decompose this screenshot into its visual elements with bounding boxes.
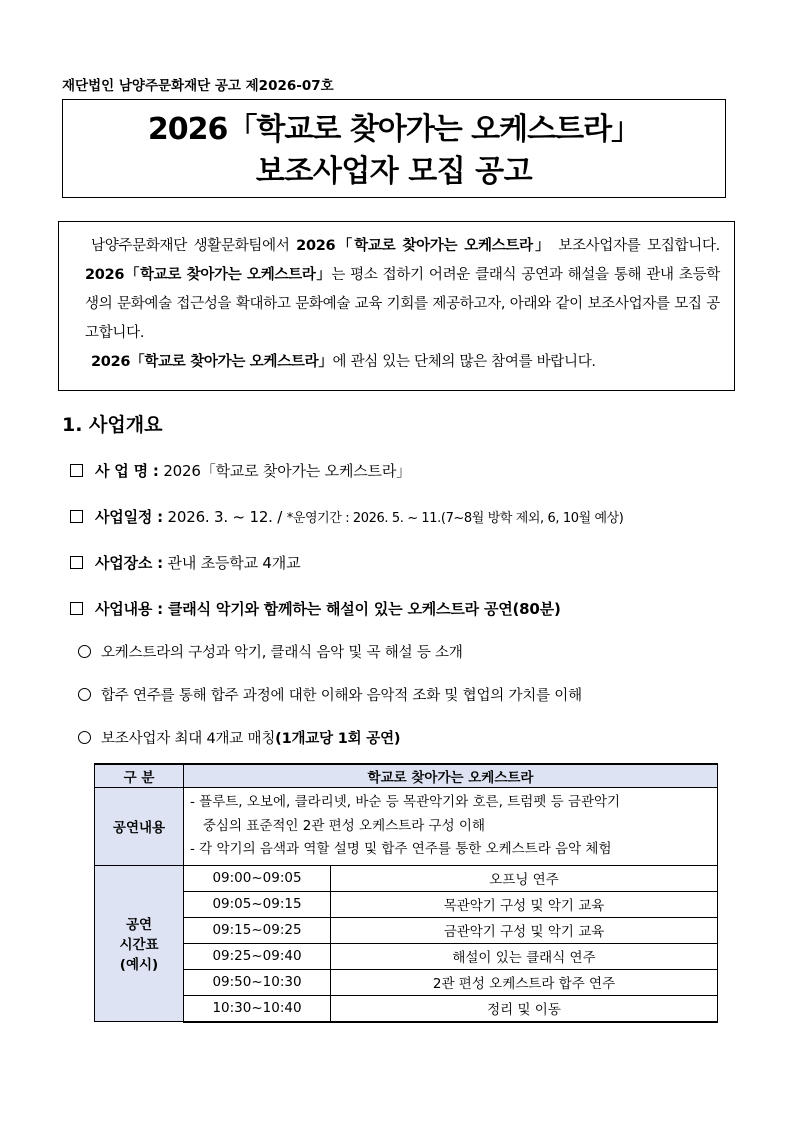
schedule-time: 09:15~09:25 [184,917,331,943]
sub-item-text: 합주 연주를 통해 합주 과정에 대한 이해와 음악적 조화 및 협업의 가치를 이해 [101,688,582,704]
schedule-label-line: 공연 [125,917,153,934]
schedule-time: 09:00~09:05 [184,865,331,891]
page-title: 2026「학교로 찾아가는 오케스트라」 [147,112,641,147]
program-table [94,763,718,1023]
sub-item-text: 오케스트라의 구성과 악기, 클래식 음악 및 곡 해설 등 소개 [101,645,463,661]
intro-paragraph-2 [85,348,720,377]
performance-line: 중심의 표준적인 2관 편성 오케스트라 구성 이해 [190,817,485,834]
item-label: 사업내용 : [95,600,163,618]
intro-text: 보조사업자를 모집합니다. [551,238,720,254]
intro-text: 에 관심 있는 단체의 많은 참여를 바랍니다. [332,354,596,370]
sub-item-bold-text: (1개교당 1회 공연) [275,731,401,747]
page-subtitle: 보조사업자 모집 공고 [255,154,533,189]
checkbox-icon [70,556,83,569]
item-label: 사업장소 : [95,554,163,572]
item-value: 2026. 3. ~ 12. / [162,508,287,526]
schedule-label-line: (예시) [119,957,159,974]
intro-text: 는 평소 접하기 어려운 클래식 공연과 해설을 통해 관내 초등학생의 문화예술 접근성을 확대하고 문화예술 교육 기회를 제공하고자, 아래와 같이 보조사업자를 모집 공고합니다. [85,267,720,341]
table-row [95,943,718,969]
performance-line: - 각 악기의 음색과 역할 설명 및 합주 연주를 통한 오케스트라 음악 체험 [190,841,612,857]
intro-paragraph [85,232,720,348]
content-sub-item [78,727,400,748]
sub-item-text: 보조사업자 최대 4개교 매칭 [101,731,276,747]
table-header-row [95,764,718,788]
schedule-time: 10:30~10:40 [184,995,331,1022]
performance-line: - 플루트, 오보에, 클라리넷, 바순 등 목관악기와 호른, 트럼펫 등 금관악기 [190,794,621,810]
schedule-desc: 오프닝 연주 [331,865,718,891]
table-row [95,891,718,917]
item-value: 클래식 악기와 함께하는 해설이 있는 오케스트라 공연(80분) [162,600,561,618]
item-label: 사 업 명 : [95,462,159,480]
schedule-desc: 목관악기 구성 및 악기 교육 [331,891,718,917]
performance-label: 공연내용 [95,788,184,866]
intro-project-name: 2026「학교로 찾아가는 오케스트라」 [85,267,332,283]
schedule-time: 09:05~09:15 [184,891,331,917]
circle-bullet-icon [78,645,91,658]
table-row [95,917,718,943]
intro-text: 남양주문화재단 생활문화팀에서 [91,238,297,254]
table-header-program: 학교로 찾아가는 오케스트라 [184,764,718,788]
overview-item-venue [70,552,300,573]
overview-item-name [70,460,411,481]
title-box [62,99,726,198]
schedule-label-line: 시간표 [119,937,159,954]
schedule-desc: 금관악기 구성 및 악기 교육 [331,917,718,943]
intro-project-name: 2026「학교로 찾아가는 오케스트라」 [91,354,333,370]
overview-item-content [70,598,561,619]
schedule-desc: 2관 편성 오케스트라 합주 연주 [331,969,718,995]
table-row-performance [95,788,718,866]
content-sub-item [78,641,463,662]
checkbox-icon [70,602,83,615]
table-row [95,865,718,891]
table-row [95,995,718,1022]
schedule-desc: 정리 및 이동 [331,995,718,1022]
overview-item-schedule [70,506,623,527]
item-value: 2026「학교로 찾아가는 오케스트라」 [158,462,411,480]
intro-box [58,221,735,391]
checkbox-icon [70,464,83,477]
table-header-category: 구 분 [95,764,184,788]
notice-number: 재단법인 남양주문화재단 공고 제2026-07호 [62,78,334,94]
intro-project-name: 2026「학교로 찾아가는 오케스트라」 [296,238,552,254]
item-label: 사업일정 : [95,508,163,526]
schedule-time: 09:25~09:40 [184,943,331,969]
content-sub-item [78,684,582,705]
circle-bullet-icon [78,731,91,744]
section-title: 1. 사업개요 [62,414,163,436]
checkbox-icon [70,510,83,523]
item-note: *운영기간 : 2026. 5. ~ 11.(7~8월 방학 제외, 6, 10월 예상) [286,511,624,526]
circle-bullet-icon [78,688,91,701]
item-value: 관내 초등학교 4개교 [162,554,301,572]
schedule-desc: 해설이 있는 클래식 연주 [331,943,718,969]
schedule-time: 09:50~10:30 [184,969,331,995]
schedule-label [95,865,184,1022]
table-row [95,969,718,995]
performance-content [184,788,718,866]
